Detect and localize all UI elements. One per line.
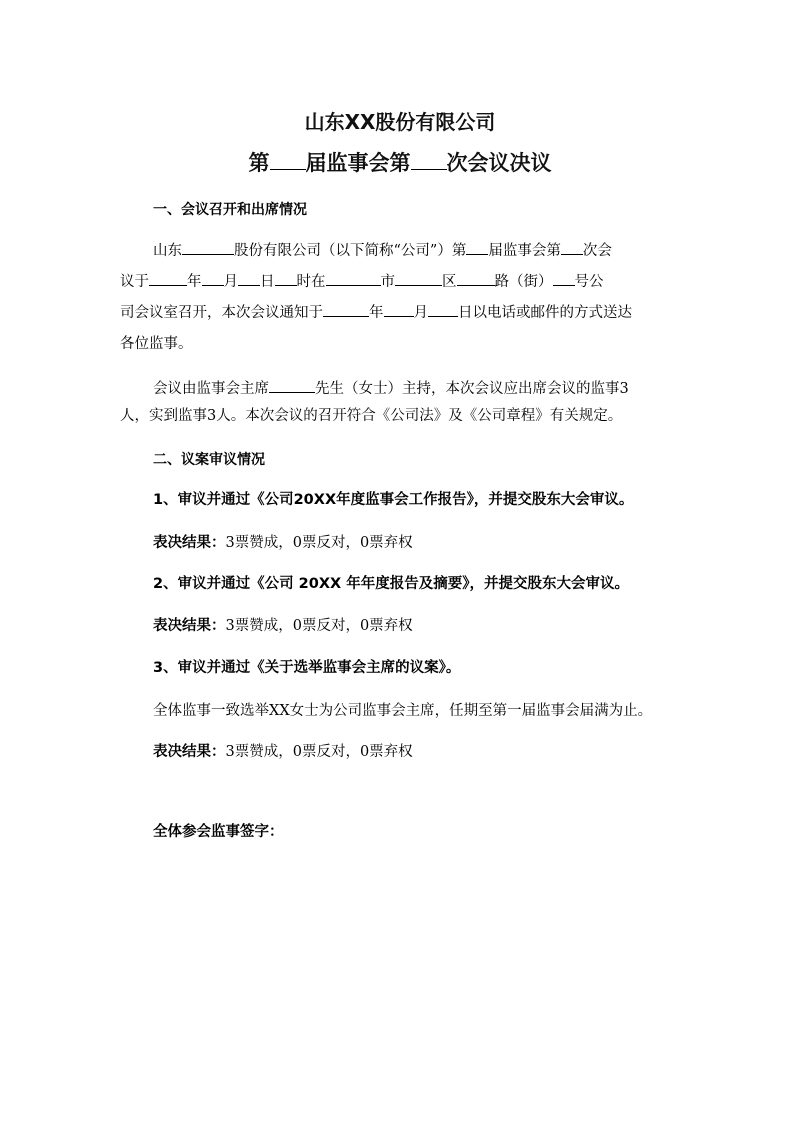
section1-p1-line3 xyxy=(120,301,632,323)
notice-month-blank xyxy=(384,301,414,317)
number-blank xyxy=(553,270,575,286)
result-label: 表决结果： xyxy=(153,744,226,760)
section1-p1-line2 xyxy=(120,270,604,292)
text-segment: 市 xyxy=(380,274,395,290)
text-segment: 日 xyxy=(260,274,275,290)
company-title: 山东XX股份有限公司 xyxy=(304,110,496,134)
section1-p1-line4: 各位监事。 xyxy=(120,336,193,352)
text-segment: 股份有限公司（以下简称“公司”）第 xyxy=(234,243,467,259)
year-blank xyxy=(149,270,187,286)
motion-1-result xyxy=(153,533,413,553)
resolution-title xyxy=(0,147,800,177)
text-segment: 年 xyxy=(369,305,384,321)
session-number-blank xyxy=(270,150,306,170)
meeting-blank xyxy=(561,239,583,255)
text-segment: 届监事会第 xyxy=(488,243,561,259)
section1-p2-line1 xyxy=(153,377,629,399)
notice-day-blank xyxy=(428,301,458,317)
result-label: 表决结果： xyxy=(153,618,226,634)
motion-1-title: 1、审议并通过《公司20XX年度监事会工作报告》，并提交股东大会审议。 xyxy=(153,492,634,508)
resolution-title-part2: 届监事会第 xyxy=(305,151,411,175)
motion-3-detail: 全体监事一致选举XX女士为公司监事会主席，任期至第一届监事会届满为止。 xyxy=(153,703,653,719)
text-segment: 月 xyxy=(413,305,428,321)
motion-3-result xyxy=(153,742,413,762)
text-segment: 区 xyxy=(442,274,457,290)
result-value: 3票赞成，0票反对，0票弃权 xyxy=(225,535,413,551)
motion-3-title: 3、审议并通过《关于选举监事会主席的议案》。 xyxy=(153,660,461,676)
section1-p2-line2: 人，实到监事3人。本次会议的召开符合《公司法》及《公司章程》有关规定。 xyxy=(120,408,623,424)
motion-2-title: 2、审议并通过《公司 20XX 年年度报告及摘要》，并提交股东大会审议。 xyxy=(153,576,629,592)
section2-heading: 二、议案审议情况 xyxy=(153,452,265,468)
result-value: 3票赞成，0票反对，0票弃权 xyxy=(225,618,413,634)
month-blank xyxy=(202,270,224,286)
notice-year-blank xyxy=(323,301,369,317)
text-segment: 号公 xyxy=(574,274,604,290)
section1-p1-line1 xyxy=(153,239,612,261)
text-segment: 年 xyxy=(187,274,202,290)
company-name-blank xyxy=(182,239,234,255)
text-segment: 日以电话或邮件的方式送达 xyxy=(458,305,632,321)
text-segment: 议于 xyxy=(120,274,149,290)
text-segment: 时在 xyxy=(296,274,326,290)
result-value: 3票赞成，0票反对，0票弃权 xyxy=(225,744,413,760)
signature-label: 全体参会监事签字： xyxy=(153,824,284,840)
text-segment: 月 xyxy=(223,274,238,290)
result-label: 表决结果： xyxy=(153,535,226,551)
text-segment: 会议由监事会主席 xyxy=(153,381,269,397)
road-blank xyxy=(457,270,495,286)
chairman-name-blank xyxy=(269,377,315,393)
text-segment: 先生（女士）主持，本次会议应出席会议的监事3 xyxy=(315,381,629,397)
resolution-title-part3: 次会议决议 xyxy=(446,151,552,175)
city-blank xyxy=(326,270,381,286)
hour-blank xyxy=(275,270,297,286)
text-segment: 次会 xyxy=(582,243,612,259)
day-blank xyxy=(238,270,260,286)
section1-heading: 一、会议召开和出席情况 xyxy=(153,202,307,218)
text-segment: 山东 xyxy=(153,243,182,259)
text-segment: 路（街） xyxy=(494,274,553,290)
resolution-title-part1: 第 xyxy=(248,151,270,175)
text-segment: 司会议室召开，本次会议通知于 xyxy=(120,305,323,321)
district-blank xyxy=(395,270,442,286)
motion-2-result xyxy=(153,616,413,636)
session-blank xyxy=(466,239,488,255)
meeting-number-blank xyxy=(411,150,447,170)
